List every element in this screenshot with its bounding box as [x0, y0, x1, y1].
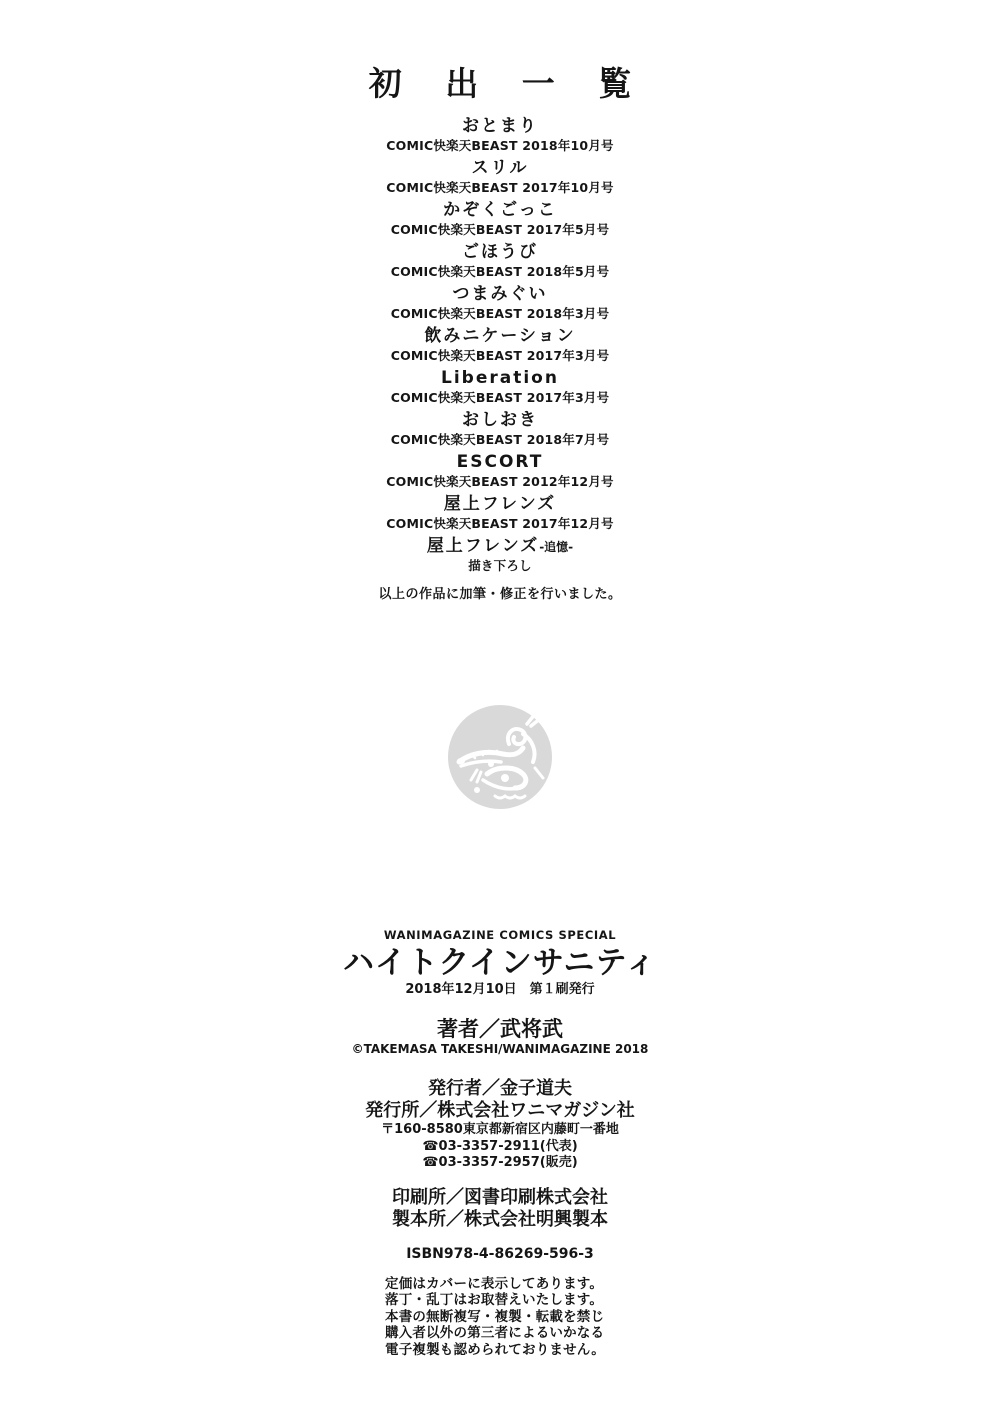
- work-title: かぞくごっこ: [443, 199, 557, 220]
- wanimagazine-crocodile-logo-icon: [447, 704, 553, 810]
- phone-sales: ☎03-3357-2957(販売): [422, 1155, 578, 1170]
- work-source: COMIC快楽天BEAST 2017年5月号: [390, 221, 610, 237]
- legal-notice: [385, 1276, 615, 1359]
- colophon-block: [0, 928, 1000, 1358]
- publisher-person-line: 発行者／金子道夫: [428, 1078, 572, 1099]
- work-title-suffix: -追憶-: [539, 539, 574, 554]
- legal-notice-line: 電子複製も認められておりません。: [385, 1341, 606, 1358]
- work-source: COMIC快楽天BEAST 2018年7月号: [390, 431, 610, 447]
- work-title: ESCORT: [456, 451, 544, 472]
- work-item: [0, 158, 1000, 196]
- work-title: つまみぐい: [452, 283, 548, 304]
- imprint-label: WANIMAGAZINE COMICS SPECIAL: [383, 928, 617, 942]
- work-source: COMIC快楽天BEAST 2018年3月号: [390, 305, 610, 321]
- work-source: COMIC快楽天BEAST 2017年3月号: [390, 389, 610, 405]
- work-title: 屋上フレンズ-追憶-: [426, 535, 574, 556]
- phone-main: ☎03-3357-2911(代表): [422, 1138, 578, 1154]
- work-title: おしおき: [462, 409, 538, 430]
- work-title: スリル: [471, 157, 529, 178]
- work-item: [0, 452, 1000, 490]
- work-source: 描き下ろし: [468, 557, 532, 573]
- work-title: ごほうび: [462, 241, 538, 262]
- work-source: COMIC快楽天BEAST 2012年12月号: [386, 473, 614, 489]
- work-item: [0, 410, 1000, 448]
- printer-line: 印刷所／図書印刷株式会社: [392, 1186, 608, 1208]
- copyright-line: ©TAKEMASA TAKESHI/WANIMAGAZINE 2018: [351, 1042, 649, 1056]
- book-title: ハイトクインサニティ: [342, 945, 658, 981]
- work-item: [0, 116, 1000, 154]
- isbn-line: ISBN978-4-86269-596-3: [406, 1245, 594, 1262]
- work-title: 飲みニケーション: [424, 325, 576, 346]
- work-item: [0, 242, 1000, 280]
- first-publication-title: 初 出 一 覧: [368, 64, 648, 103]
- work-title: おとまり: [462, 115, 538, 136]
- work-item: [0, 326, 1000, 364]
- revision-note: 以上の作品に加筆・修正を行いました。: [378, 586, 622, 602]
- work-item: [0, 284, 1000, 322]
- author-line: 著者／武将武: [437, 1017, 563, 1041]
- work-source: COMIC快楽天BEAST 2017年3月号: [390, 347, 610, 363]
- work-source: COMIC快楽天BEAST 2017年10月号: [386, 179, 614, 195]
- print-info: 2018年12月10日 第１刷発行: [405, 982, 595, 997]
- work-source: COMIC快楽天BEAST 2018年5月号: [390, 263, 610, 279]
- legal-notice-line: 購入者以外の第三者によるいかなる: [385, 1325, 605, 1342]
- legal-notice-line: 定価はカバーに表示してあります。: [385, 1275, 604, 1292]
- publisher-company-line: 発行所／株式会社ワニマガジン社: [365, 1100, 635, 1121]
- work-item: [0, 494, 1000, 532]
- work-item: [0, 200, 1000, 238]
- legal-notice-line: 本書の無断複写・複製・転載を禁じ: [385, 1308, 605, 1325]
- work-source: COMIC快楽天BEAST 2018年10月号: [386, 137, 614, 153]
- work-item: [0, 368, 1000, 406]
- work-title: Liberation: [441, 367, 559, 388]
- legal-notice-line: 落丁・乱丁はお取替えいたします。: [385, 1292, 604, 1309]
- publisher-address: 〒160-8580東京都新宿区内藤町一番地: [381, 1122, 619, 1137]
- work-item: [0, 536, 1000, 574]
- binder-line: 製本所／株式会社明興製本: [392, 1208, 608, 1230]
- first-publication-list: [0, 116, 1000, 574]
- work-source: COMIC快楽天BEAST 2017年12月号: [386, 515, 614, 531]
- work-title: 屋上フレンズ: [443, 493, 557, 514]
